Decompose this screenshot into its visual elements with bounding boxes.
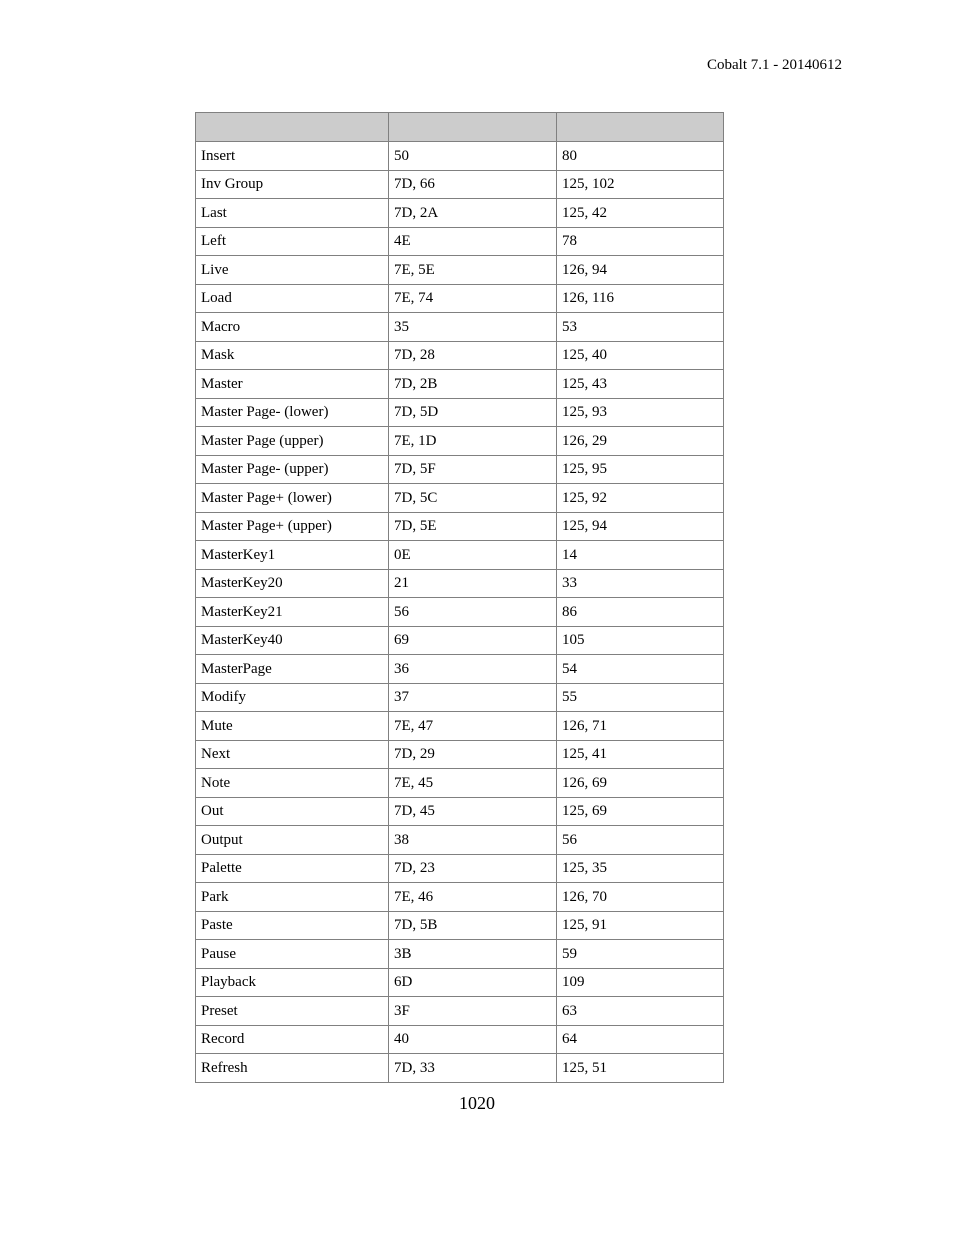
hex-code-cell: 7E, 74 xyxy=(389,284,557,313)
hex-code-cell: 21 xyxy=(389,569,557,598)
key-name-cell: Refresh xyxy=(196,1054,389,1083)
table-row xyxy=(196,341,724,370)
table-row xyxy=(196,712,724,741)
decimal-code-cell: 64 xyxy=(557,1025,724,1054)
decimal-code-cell: 125, 93 xyxy=(557,398,724,427)
table-row xyxy=(196,968,724,997)
key-name-cell: Insert xyxy=(196,142,389,171)
key-name-cell: Modify xyxy=(196,683,389,712)
hex-code-cell: 69 xyxy=(389,626,557,655)
table-row xyxy=(196,626,724,655)
decimal-code-cell: 55 xyxy=(557,683,724,712)
hex-code-cell: 3F xyxy=(389,997,557,1026)
decimal-code-cell: 54 xyxy=(557,655,724,684)
key-name-cell: Master Page- (upper) xyxy=(196,455,389,484)
table-row xyxy=(196,655,724,684)
key-name-cell: Master Page- (lower) xyxy=(196,398,389,427)
table-row xyxy=(196,883,724,912)
hex-code-cell: 3B xyxy=(389,940,557,969)
hex-code-cell: 40 xyxy=(389,1025,557,1054)
decimal-code-cell: 78 xyxy=(557,227,724,256)
decimal-code-cell: 125, 40 xyxy=(557,341,724,370)
key-name-cell: Last xyxy=(196,199,389,228)
key-name-cell: Playback xyxy=(196,968,389,997)
decimal-code-cell: 80 xyxy=(557,142,724,171)
key-name-cell: Record xyxy=(196,1025,389,1054)
decimal-code-cell: 33 xyxy=(557,569,724,598)
table-header-cell xyxy=(389,113,557,142)
page-number: 1020 xyxy=(459,1093,495,1113)
hex-code-cell: 6D xyxy=(389,968,557,997)
decimal-code-cell: 125, 91 xyxy=(557,911,724,940)
running-header: Cobalt 7.1 - 20140612 xyxy=(707,57,842,73)
table-row xyxy=(196,797,724,826)
key-name-cell: Next xyxy=(196,740,389,769)
hex-code-cell: 7D, 33 xyxy=(389,1054,557,1083)
key-name-cell: Master Page+ (upper) xyxy=(196,512,389,541)
hex-code-cell: 7E, 45 xyxy=(389,769,557,798)
key-code-table xyxy=(195,112,724,1083)
key-name-cell: Output xyxy=(196,826,389,855)
key-name-cell: Park xyxy=(196,883,389,912)
hex-code-cell: 36 xyxy=(389,655,557,684)
key-name-cell: Mask xyxy=(196,341,389,370)
key-name-cell: Out xyxy=(196,797,389,826)
hex-code-cell: 7E, 1D xyxy=(389,427,557,456)
decimal-code-cell: 126, 116 xyxy=(557,284,724,313)
decimal-code-cell: 56 xyxy=(557,826,724,855)
decimal-code-cell: 14 xyxy=(557,541,724,570)
table-row xyxy=(196,940,724,969)
table-row xyxy=(196,598,724,627)
table-row xyxy=(196,284,724,313)
decimal-code-cell: 109 xyxy=(557,968,724,997)
table-row xyxy=(196,427,724,456)
table-row xyxy=(196,455,724,484)
table-row xyxy=(196,997,724,1026)
table-body xyxy=(196,142,724,1083)
table-row xyxy=(196,911,724,940)
hex-code-cell: 7D, 28 xyxy=(389,341,557,370)
table-row xyxy=(196,1025,724,1054)
hex-code-cell: 7D, 66 xyxy=(389,170,557,199)
table-row xyxy=(196,854,724,883)
key-name-cell: Master Page (upper) xyxy=(196,427,389,456)
key-name-cell: MasterKey21 xyxy=(196,598,389,627)
table-row xyxy=(196,541,724,570)
decimal-code-cell: 125, 102 xyxy=(557,170,724,199)
hex-code-cell: 7D, 5D xyxy=(389,398,557,427)
table-header-cell xyxy=(196,113,389,142)
key-name-cell: Preset xyxy=(196,997,389,1026)
hex-code-cell: 7E, 5E xyxy=(389,256,557,285)
table-row xyxy=(196,826,724,855)
table-row xyxy=(196,170,724,199)
hex-code-cell: 7D, 5E xyxy=(389,512,557,541)
decimal-code-cell: 125, 43 xyxy=(557,370,724,399)
table-row xyxy=(196,740,724,769)
key-name-cell: Macro xyxy=(196,313,389,342)
decimal-code-cell: 105 xyxy=(557,626,724,655)
decimal-code-cell: 125, 51 xyxy=(557,1054,724,1083)
hex-code-cell: 7D, 5B xyxy=(389,911,557,940)
decimal-code-cell: 125, 94 xyxy=(557,512,724,541)
hex-code-cell: 7E, 47 xyxy=(389,712,557,741)
table-row xyxy=(196,256,724,285)
hex-code-cell: 50 xyxy=(389,142,557,171)
decimal-code-cell: 126, 29 xyxy=(557,427,724,456)
decimal-code-cell: 125, 69 xyxy=(557,797,724,826)
hex-code-cell: 35 xyxy=(389,313,557,342)
decimal-code-cell: 126, 70 xyxy=(557,883,724,912)
table-row xyxy=(196,1054,724,1083)
key-name-cell: Load xyxy=(196,284,389,313)
hex-code-cell: 7D, 2A xyxy=(389,199,557,228)
hex-code-cell: 7D, 5C xyxy=(389,484,557,513)
key-name-cell: Paste xyxy=(196,911,389,940)
decimal-code-cell: 125, 35 xyxy=(557,854,724,883)
key-name-cell: Master Page+ (lower) xyxy=(196,484,389,513)
key-name-cell: Palette xyxy=(196,854,389,883)
table-row xyxy=(196,199,724,228)
decimal-code-cell: 125, 92 xyxy=(557,484,724,513)
decimal-code-cell: 126, 71 xyxy=(557,712,724,741)
key-name-cell: MasterPage xyxy=(196,655,389,684)
table-row xyxy=(196,370,724,399)
hex-code-cell: 7D, 45 xyxy=(389,797,557,826)
hex-code-cell: 56 xyxy=(389,598,557,627)
hex-code-cell: 37 xyxy=(389,683,557,712)
table-row xyxy=(196,569,724,598)
hex-code-cell: 7D, 23 xyxy=(389,854,557,883)
decimal-code-cell: 125, 95 xyxy=(557,455,724,484)
hex-code-cell: 7E, 46 xyxy=(389,883,557,912)
table-row xyxy=(196,398,724,427)
table-header-cell xyxy=(557,113,724,142)
decimal-code-cell: 125, 42 xyxy=(557,199,724,228)
decimal-code-cell: 126, 94 xyxy=(557,256,724,285)
key-name-cell: Note xyxy=(196,769,389,798)
key-name-cell: MasterKey1 xyxy=(196,541,389,570)
hex-code-cell: 0E xyxy=(389,541,557,570)
table-row xyxy=(196,227,724,256)
key-name-cell: Mute xyxy=(196,712,389,741)
hex-code-cell: 38 xyxy=(389,826,557,855)
table-row xyxy=(196,484,724,513)
decimal-code-cell: 63 xyxy=(557,997,724,1026)
key-code-table-container xyxy=(195,112,724,1083)
key-name-cell: Master xyxy=(196,370,389,399)
decimal-code-cell: 59 xyxy=(557,940,724,969)
table-header-row xyxy=(196,113,724,142)
decimal-code-cell: 125, 41 xyxy=(557,740,724,769)
key-name-cell: MasterKey20 xyxy=(196,569,389,598)
key-name-cell: Live xyxy=(196,256,389,285)
key-name-cell: Left xyxy=(196,227,389,256)
hex-code-cell: 7D, 2B xyxy=(389,370,557,399)
table-row xyxy=(196,683,724,712)
hex-code-cell: 7D, 29 xyxy=(389,740,557,769)
key-name-cell: MasterKey40 xyxy=(196,626,389,655)
table-row xyxy=(196,769,724,798)
hex-code-cell: 4E xyxy=(389,227,557,256)
table-row xyxy=(196,313,724,342)
decimal-code-cell: 53 xyxy=(557,313,724,342)
decimal-code-cell: 86 xyxy=(557,598,724,627)
key-name-cell: Pause xyxy=(196,940,389,969)
key-name-cell: Inv Group xyxy=(196,170,389,199)
table-row xyxy=(196,512,724,541)
hex-code-cell: 7D, 5F xyxy=(389,455,557,484)
table-row xyxy=(196,142,724,171)
decimal-code-cell: 126, 69 xyxy=(557,769,724,798)
